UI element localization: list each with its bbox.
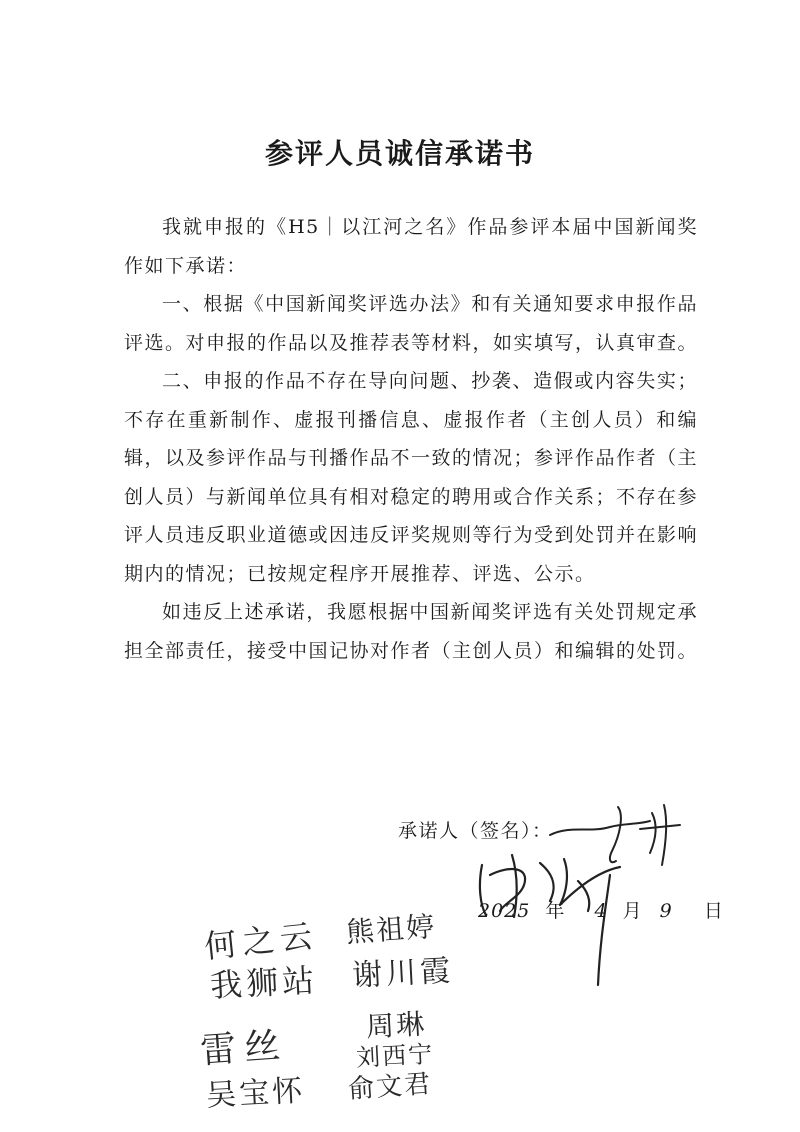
date-month-unit: 月	[622, 900, 643, 922]
commitment-body	[124, 208, 698, 670]
signer-label: 承诺人（签名）：	[398, 820, 553, 842]
date-month: 4	[594, 900, 608, 922]
paragraph-item-one: 一、根据《中国新闻奖评选办法》和有关通知要求申报作品评选。对申报的作品以及推荐表等材料，如实填写，认真审查。	[124, 293, 699, 354]
cosigner-left-4: 吴宝怀	[205, 1073, 307, 1114]
cosigner-left-3: 雷丝	[198, 1024, 290, 1073]
cosigner-left-2: 我狮站	[209, 961, 320, 1005]
paragraph-intro: 我就申报的《H5｜以江河之名》作品参评本届中国新闻奖作如下承诺：	[124, 216, 698, 277]
document-title: 参评人员诚信承诺书	[264, 137, 535, 170]
cosigner-right-5: 俞文君	[347, 1069, 434, 1105]
date-day-unit: 日	[703, 900, 724, 922]
cosigner-left-1: 何之云	[202, 916, 320, 966]
paragraph-item-two: 二、申报的作品不存在导向问题、抄袭、造假或内容失实；不存在重新制作、虚报刊播信息、虚报作者（主创人员）和编辑，以及参评作品与刊播作品不一致的情况；参评作品作者（主创人员）与新闻单位具有相对稳定的聘用或合作关系；不存在参评人员违反职业道德或因违反评奖规则等行为受到处罚并在影响期内的情况；已按规定程序开展推荐、评选、公示。	[124, 370, 699, 585]
date-year-unit: 年	[545, 900, 566, 922]
cosigner-right-4: 刘西宁	[355, 1039, 435, 1073]
date-year: 2025	[478, 900, 531, 922]
date-day: 9	[659, 900, 673, 922]
cosigner-right-1: 熊祖婷	[345, 909, 438, 950]
signing-date	[478, 896, 724, 923]
cosigner-right-3: 周琳	[365, 1007, 427, 1044]
cosigner-right-2: 谢川霞	[351, 953, 456, 994]
paragraph-liability: 如违反上述承诺，我愿根据中国新闻奖评选有关处罚规定承担全部责任，接受中国记协对作者（主创人员）和编辑的处罚。	[124, 601, 699, 662]
